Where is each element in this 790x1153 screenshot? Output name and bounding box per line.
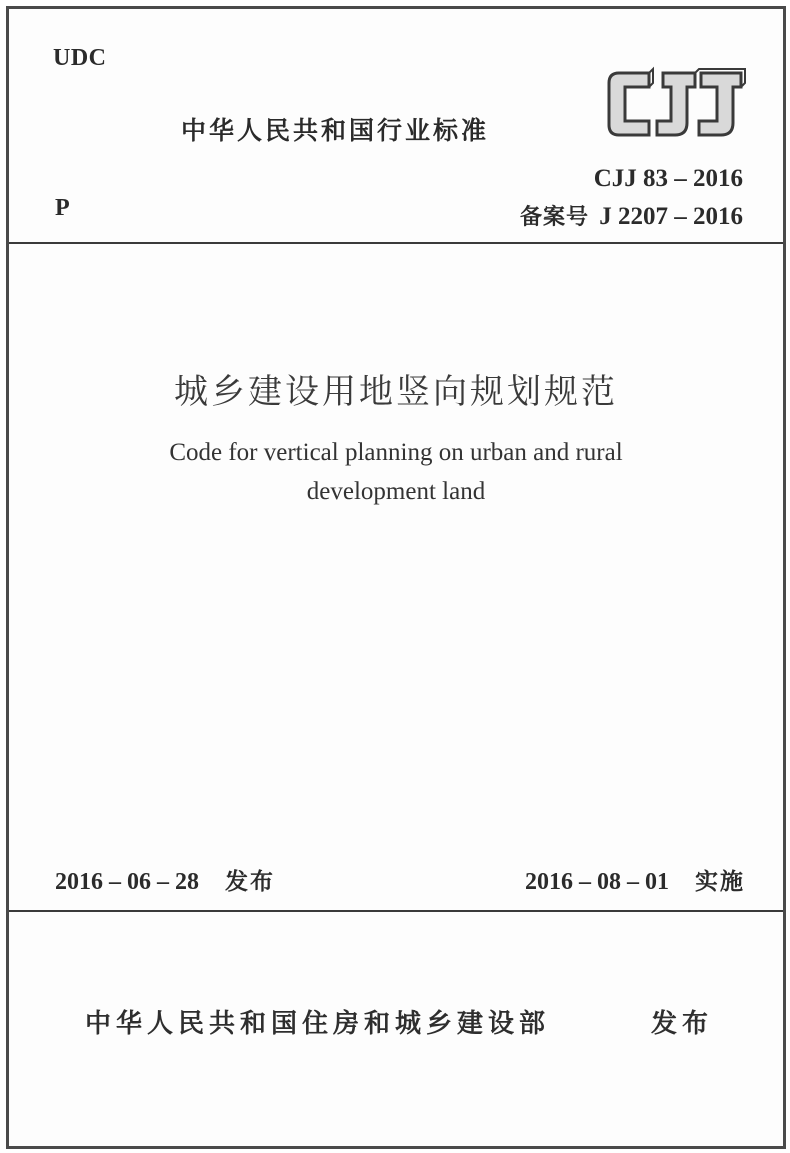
document-cover	[6, 6, 786, 1149]
header-divider	[9, 242, 783, 244]
standard-number: CJJ 83 – 2016	[593, 165, 743, 192]
issue-date: 2016 – 06 – 28	[55, 869, 199, 895]
issue-label: 发布	[225, 869, 275, 895]
issue-date-block	[55, 863, 275, 896]
publisher-name: 中华人民共和国住房和城乡建设部	[85, 1009, 551, 1039]
category-label: P	[55, 195, 70, 221]
filing-number-value: J 2207 – 2016	[599, 203, 743, 230]
udc-label: UDC	[53, 45, 107, 71]
publisher-action: 发布	[651, 1009, 714, 1039]
title-chinese: 城乡建设用地竖向规划规范	[174, 372, 618, 412]
effective-date: 2016 – 08 – 01	[525, 869, 669, 895]
filing-label: 备案号	[519, 205, 589, 230]
title-english	[9, 433, 783, 511]
title-english-line-1: Code for vertical planning on urban and rural	[169, 439, 623, 466]
effective-label: 实施	[695, 869, 745, 895]
standard-type: 中华人民共和国行业标准	[181, 116, 490, 145]
cjj-logo	[605, 65, 747, 143]
footer-divider	[9, 910, 783, 912]
title-english-line-2: development land	[306, 478, 486, 505]
effective-date-block	[525, 863, 745, 896]
filing-number	[520, 200, 743, 231]
